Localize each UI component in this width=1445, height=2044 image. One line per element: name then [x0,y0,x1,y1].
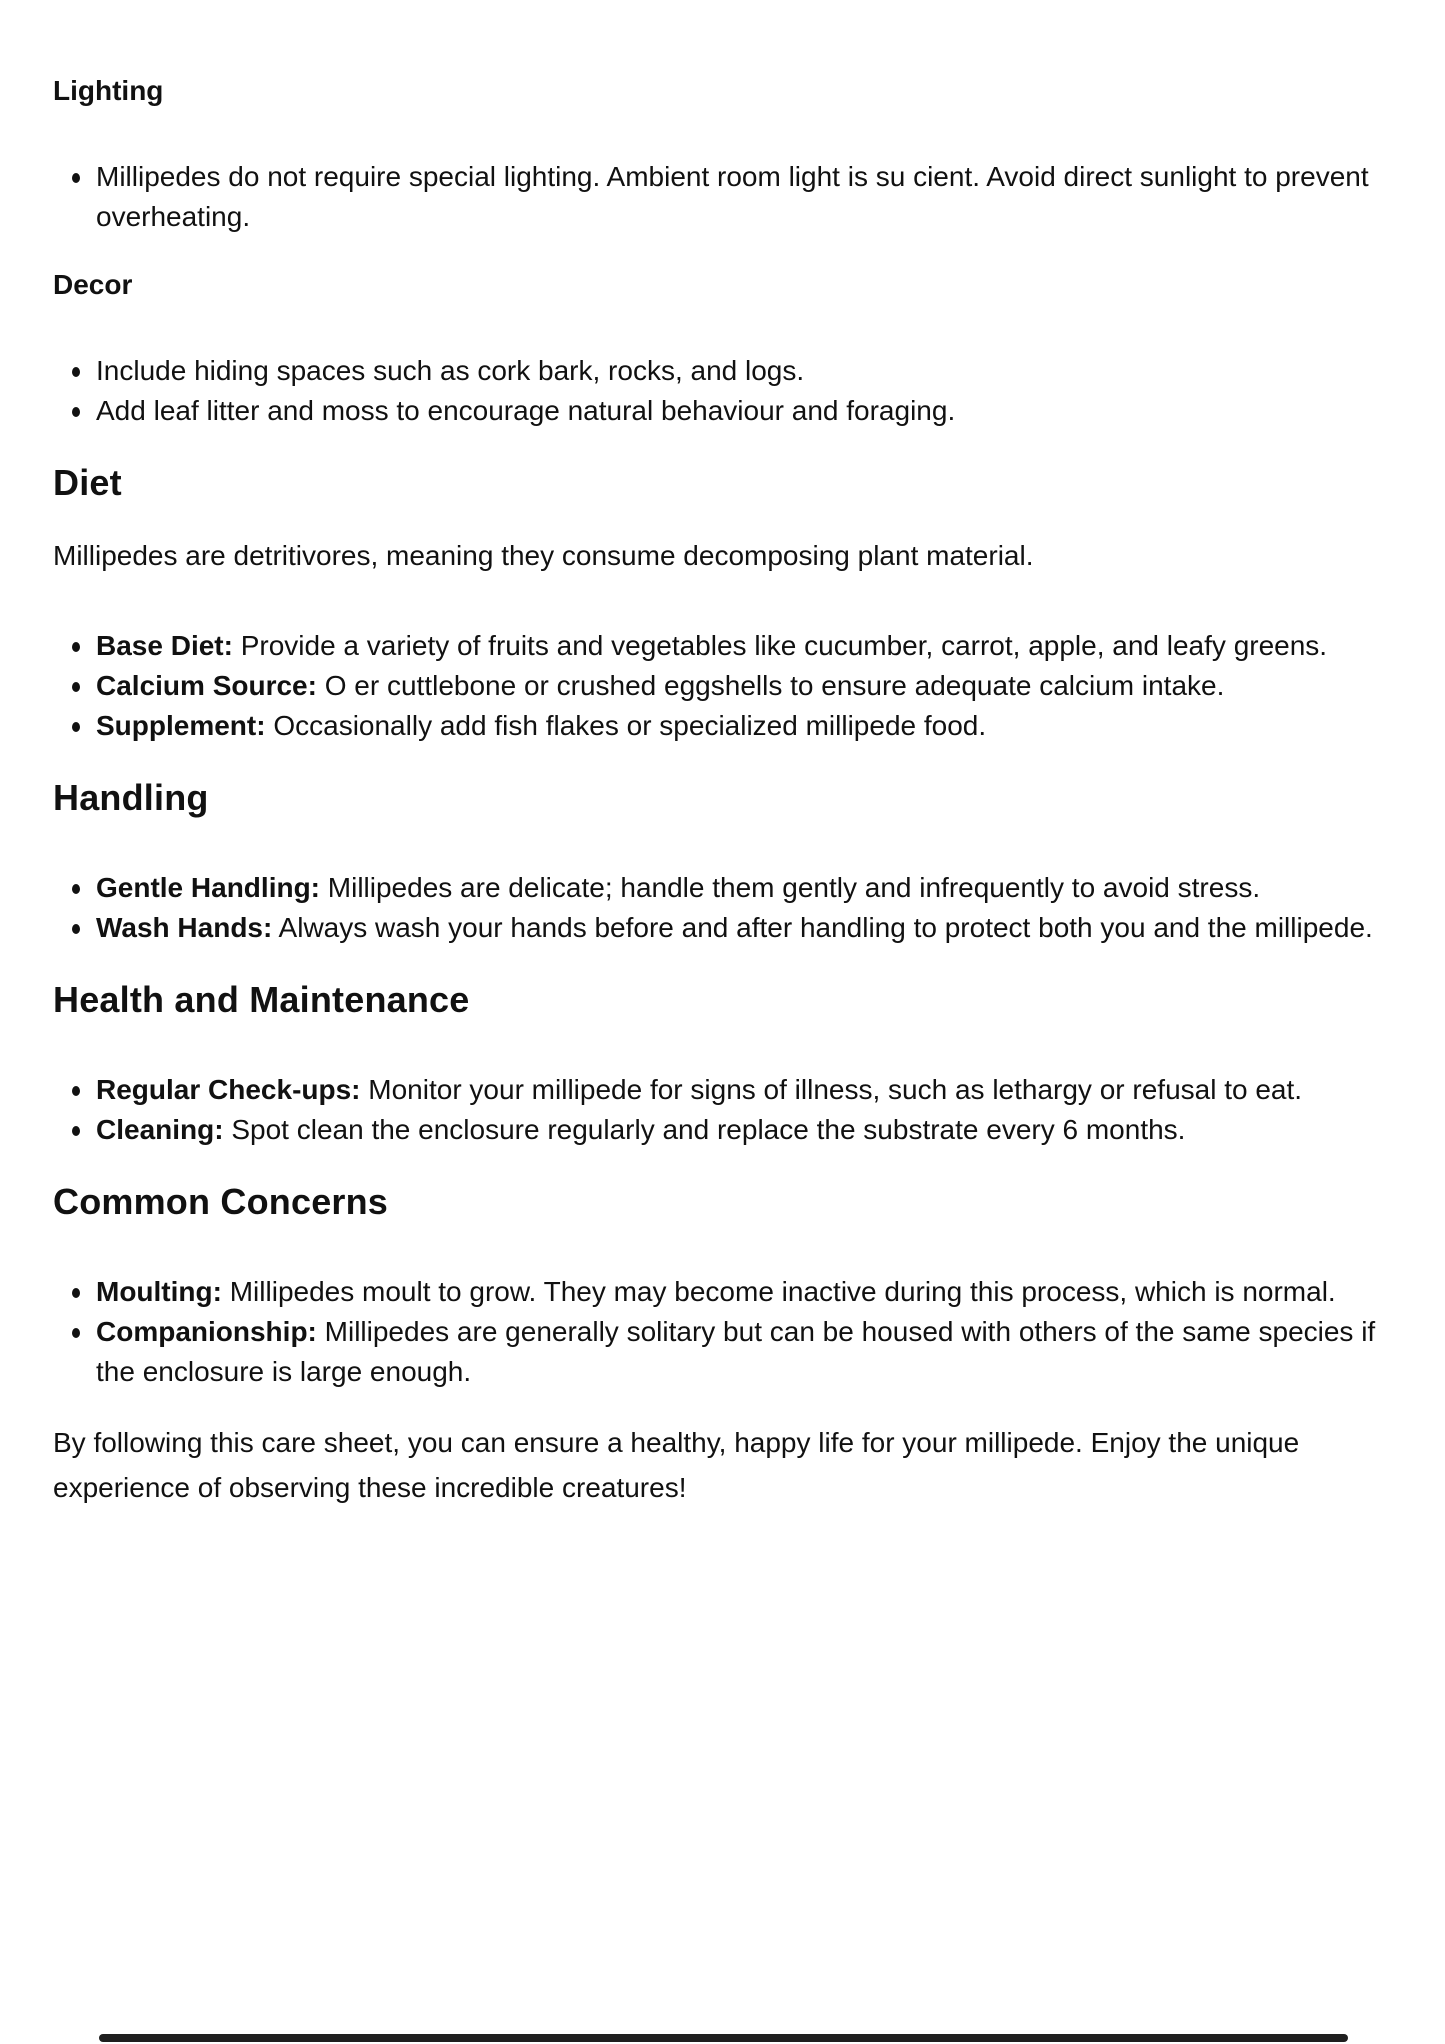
section-heading-common-concerns: Common Concerns [53,1181,389,1222]
bullet-text: Monitor your millipede for signs of illness, such as lethargy or refusal to eat. [360,1074,1303,1105]
diet-bullet-list [53,626,1387,746]
bullet-lead: Wash Hands: [96,912,273,943]
bullet-text: Millipedes are generally solitary but can be housed with others of the same species if the enclosure is large enough. [96,1316,1376,1387]
bullet-lead: Gentle Handling: [96,872,320,903]
section-heading-diet: Diet [53,462,122,503]
diet-intro-paragraph: Millipedes are detritivores, meaning they consume decomposing plant material. [53,540,1034,571]
handling-bullet-list [53,868,1387,948]
bullet-text: O er cuttlebone or crushed eggshells to ensure adequate calcium intake. [316,670,1225,701]
list-item [96,1110,1387,1150]
health-bullet-list [53,1070,1387,1150]
list-item [96,157,1387,237]
list-item [96,1312,1387,1392]
list-item [96,908,1387,948]
bullet-lead: Supplement: [96,710,266,741]
bullet-text: Provide a variety of fruits and vegetables like cucumber, carrot, apple, and leafy greens. [232,630,1328,661]
bullet-text: Add leaf litter and moss to encourage natural behaviour and foraging. [96,395,956,426]
list-item [96,1272,1387,1312]
decor-bullet-list [53,351,1387,431]
bullet-lead: Moulting: [96,1276,222,1307]
concerns-bullet-list [53,1272,1387,1392]
list-item [96,868,1387,908]
bullet-text: Millipedes are delicate; handle them gently and infrequently to avoid stress. [320,872,1261,903]
section-heading-decor: Decor [53,269,133,300]
bullet-lead: Base Diet: [96,630,233,661]
closing-paragraph: By following this care sheet, you can ensure a healthy, happy life for your millipede. Enjoy the unique experience of observing these incredible creatures! [53,1427,1300,1503]
bullet-text: Include hiding spaces such as cork bark, rocks, and logs. [96,355,805,386]
bullet-text: Always wash your hands before and after handling to protect both you and the millipede. [272,912,1373,943]
bullet-text: Occasionally add fish flakes or specialized millipede food. [265,710,987,741]
bullet-text: Millipedes do not require special lighting. Ambient room light is su cient. Avoid direct sunlight to prevent overheating. [96,161,1369,232]
list-item [96,666,1387,706]
list-item [96,391,1387,431]
list-item [96,706,1387,746]
bullet-text: Millipedes moult to grow. They may become inactive during this process, which is normal. [221,1276,1336,1307]
bullet-lead: Regular Check-ups: [96,1074,361,1105]
bullet-lead: Calcium Source: [96,670,317,701]
bullet-text: Spot clean the enclosure regularly and replace the substrate every 6 months. [223,1114,1186,1145]
section-heading-lighting: Lighting [53,75,164,106]
bullet-lead: Companionship: [96,1316,317,1347]
section-heading-health-and-maintenance: Health and Maintenance [53,979,470,1020]
bullet-lead: Cleaning: [96,1114,224,1145]
horizontal-scrollbar[interactable] [99,2034,1348,2042]
lighting-bullet-list [53,157,1387,237]
list-item [96,351,1387,391]
list-item [96,626,1387,666]
list-item [96,1070,1387,1110]
section-heading-handling: Handling [53,777,209,818]
